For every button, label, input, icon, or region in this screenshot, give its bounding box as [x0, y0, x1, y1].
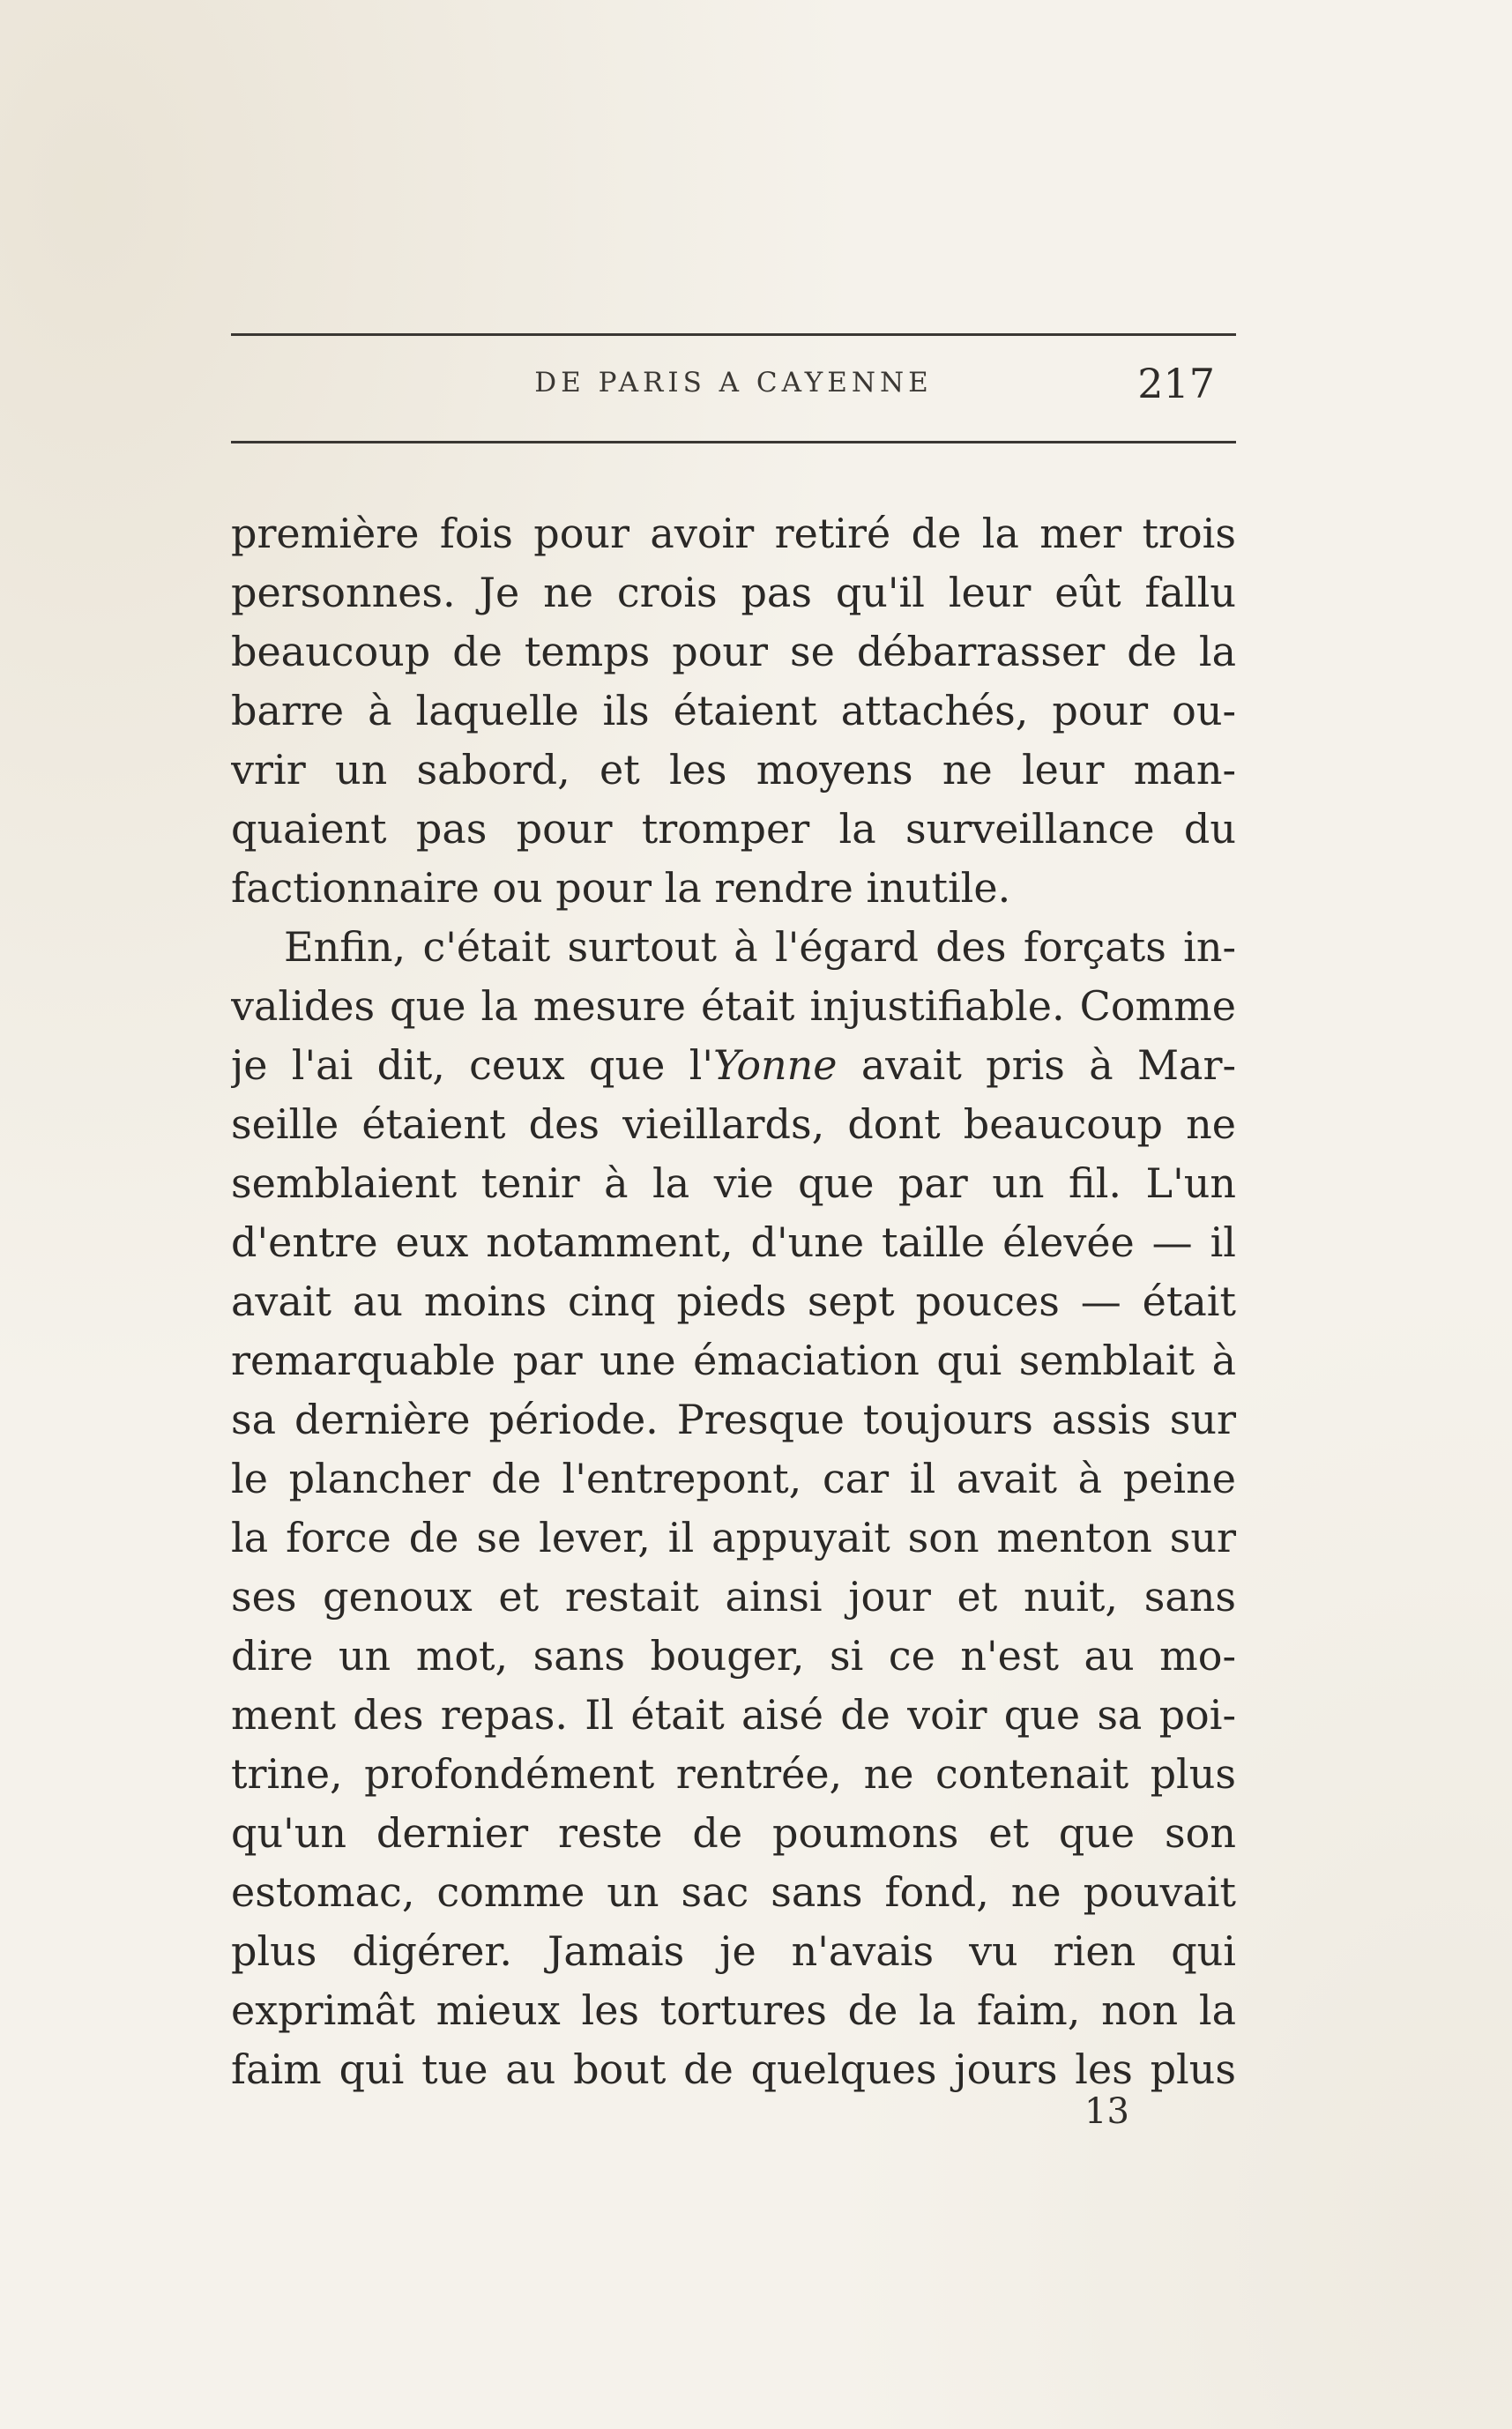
text-line: exprimât mieux les tortures de la faim, non la: [231, 1986, 1236, 2034]
text-line: ment des repas. Il était aisé de voir que sa poi-: [231, 1691, 1236, 1739]
header-rule-top: [231, 333, 1236, 336]
text-line: seille étaient des vieillards, dont beaucoup ne: [231, 1100, 1236, 1148]
header-rule-bottom: [231, 441, 1236, 443]
text-line: première fois pour avoir retiré de la mer trois: [231, 510, 1236, 557]
text-line: beaucoup de temps pour se débarrasser de la: [231, 628, 1236, 675]
text-line: ses genoux et restait ainsi jour et nuit, sans: [231, 1573, 1236, 1621]
text-line: estomac, comme un sac sans fond, ne pouvait: [231, 1868, 1236, 1916]
text-line: le plancher de l'entrepont, car il avait à peine: [231, 1455, 1236, 1502]
page-number: 217: [1137, 360, 1215, 407]
text-line: plus digérer. Jamais je n'avais vu rien qui: [231, 1927, 1236, 1975]
paragraph-start-line: Enfin, c'était surtout à l'égard des forçats in-: [284, 923, 1236, 971]
text-line: quaient pas pour tromper la surveillance du: [231, 805, 1236, 853]
text-line: la force de se lever, il appuyait son menton sur: [231, 1514, 1236, 1561]
ship-name-italic: Yonne: [712, 1041, 838, 1089]
line-segment: avait pris à Mar-: [837, 1041, 1236, 1089]
text-line: sa dernière période. Presque toujours assis sur: [231, 1396, 1236, 1443]
text-line: personnes. Je ne crois pas qu'il leur eût fallu: [231, 569, 1236, 616]
body-text: [231, 504, 1236, 2099]
running-title: DE PARIS A CAYENNE: [534, 367, 933, 399]
text-line: barre à laquelle ils étaient attachés, pour ou-: [231, 687, 1236, 734]
text-line: d'entre eux notamment, d'une taille élevée — il: [231, 1218, 1236, 1266]
text-line: vrir un sabord, et les moyens ne leur man-: [231, 746, 1236, 794]
line-segment: je l'ai dit, ceux que l': [231, 1041, 713, 1089]
text-line: avait au moins cinq pieds sept pouces — était: [231, 1278, 1236, 1325]
text-line: semblaient tenir à la vie que par un fil. L'un: [231, 1159, 1236, 1207]
text-line: qu'un dernier reste de poumons et que son: [231, 1809, 1236, 1857]
signature-mark: 13: [1084, 2091, 1129, 2132]
text-line: faim qui tue au bout de quelques jours les plus: [231, 2045, 1236, 2093]
text-line: dire un mot, sans bouger, si ce n'est au mo-: [231, 1632, 1236, 1680]
paragraph-end-line: factionnaire ou pour la rendre inutile.: [231, 864, 1011, 912]
running-head: [231, 360, 1236, 413]
text-line: valides que la mesure était injustifiable. Comme: [231, 982, 1236, 1030]
text-line: remarquable par une émaciation qui semblait à: [231, 1337, 1236, 1384]
text-line-with-italic: [231, 1036, 1236, 1095]
text-line: trine, profondément rentrée, ne contenait plus: [231, 1750, 1236, 1798]
